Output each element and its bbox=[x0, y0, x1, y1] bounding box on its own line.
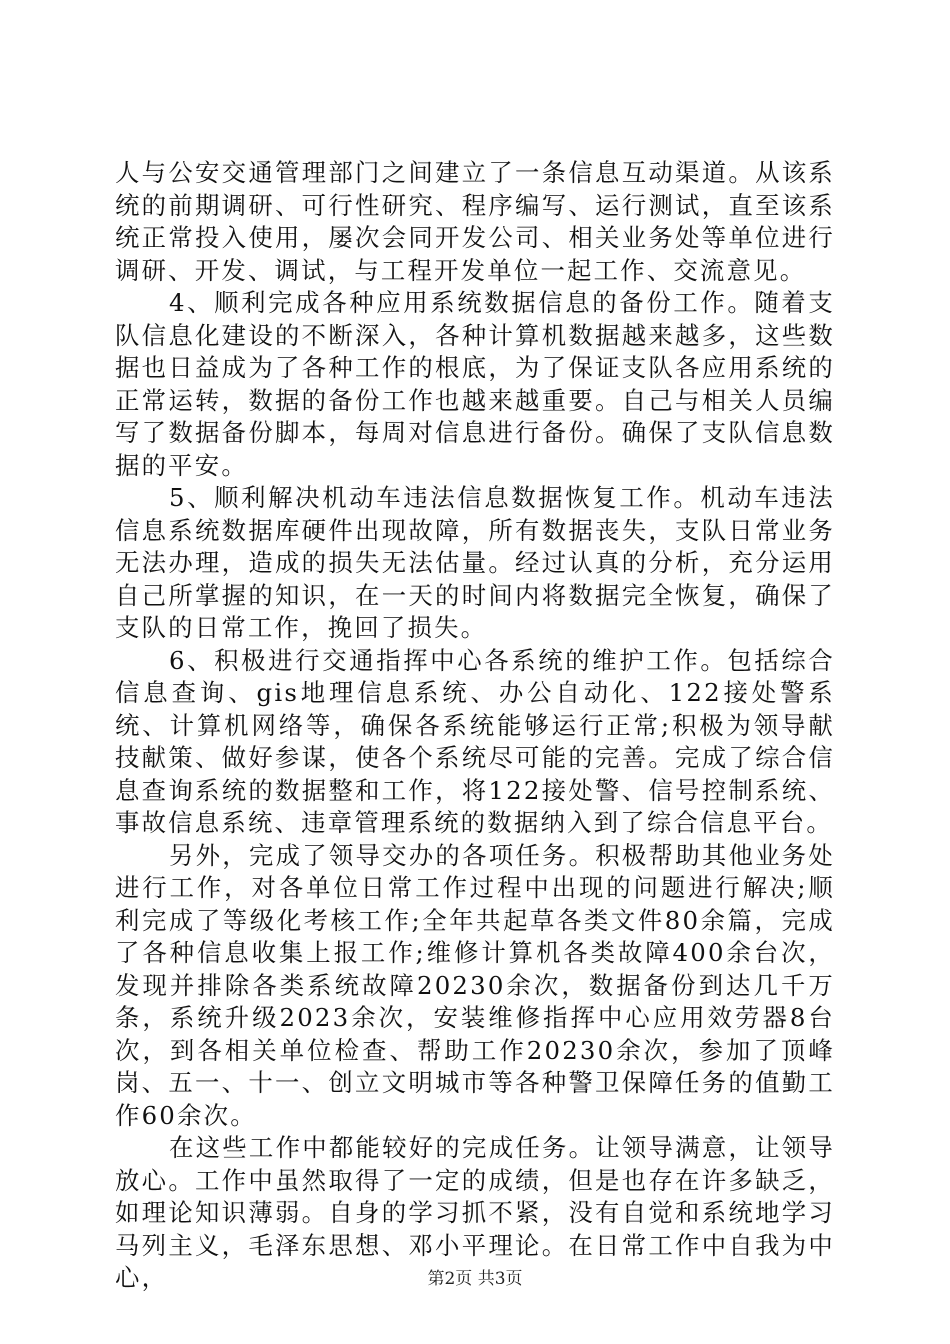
paragraph-item-4: 4、顺利完成各种应用系统数据信息的备份工作。随着支队信息化建设的不断深入，各种计算机数据越来越多，这些数据也日益成为了各种工作的根底，为了保证支队各应用系统的正常运转，数据的备份工作也越来越重要。自己与相关人员编写了数据备份脚本，每周对信息进行备份。确保了支队信息数据的平安。 bbox=[115, 288, 835, 480]
paragraph-continuation: 人与公安交通管理部门之间建立了一条信息互动渠道。从该系统的前期调研、可行性研究、程序编写、运行测试，直至该系统正常投入使用，屡次会同开发公司、相关业务处等单位进行调研、开发、调试，与工程开发单位一起工作、交流意见。 bbox=[115, 158, 835, 285]
paragraph-summary: 在这些工作中都能较好的完成任务。让领导满意，让领导放心。工作中虽然取得了一定的成绩，但是也存在许多缺乏，如理论知识薄弱。自身的学习抓不紧，没有自觉和系统地学习马列主义，毛泽东思想、邓小平理论。在日常工作中自我为中心， bbox=[115, 1133, 835, 1292]
page-number-footer: 第2页 共3页 bbox=[427, 1269, 523, 1289]
document-body bbox=[115, 157, 835, 1295]
paragraph-other-tasks: 另外，完成了领导交办的各项任务。积极帮助其他业务处进行工作，对各单位日常工作过程中出现的问题进行解决;顺利完成了等级化考核工作;全年共起草各类文件80余篇，完成了各种信息收集上报工作;维修计算机各类故障400余台次，发现并排除各类系统故障20230余次，数据备份到达几千万条，系统升级2023余次，安装维修指挥中心应用效劳器8台次，到各相关单位检查、帮助工作20230余次，参加了顶峰岗、五一、十一、创立文明城市等各种警卫保障任务的值勤工作60余次。 bbox=[115, 840, 835, 1130]
paragraph-item-6: 6、积极进行交通指挥中心各系统的维护工作。包括综合信息查询、gis地理信息系统、办公自动化、122接处警系统、计算机网络等，确保各系统能够运行正常;积极为领导献技献策、做好参谋，使各个系统尽可能的完善。完成了综合信息查询系统的数据整和工作，将122接处警、信号控制系统、事故信息系统、违章管理系统的数据纳入到了综合信息平台。 bbox=[115, 645, 835, 837]
paragraph-item-5: 5、顺利解决机动车违法信息数据恢复工作。机动车违法信息系统数据库硬件出现故障，所有数据丧失，支队日常业务无法办理，造成的损失无法估量。经过认真的分析，充分运用自己所掌握的知识，在一天的时间内将数据完全恢复，确保了支队的日常工作，挽回了损失。 bbox=[115, 483, 835, 642]
